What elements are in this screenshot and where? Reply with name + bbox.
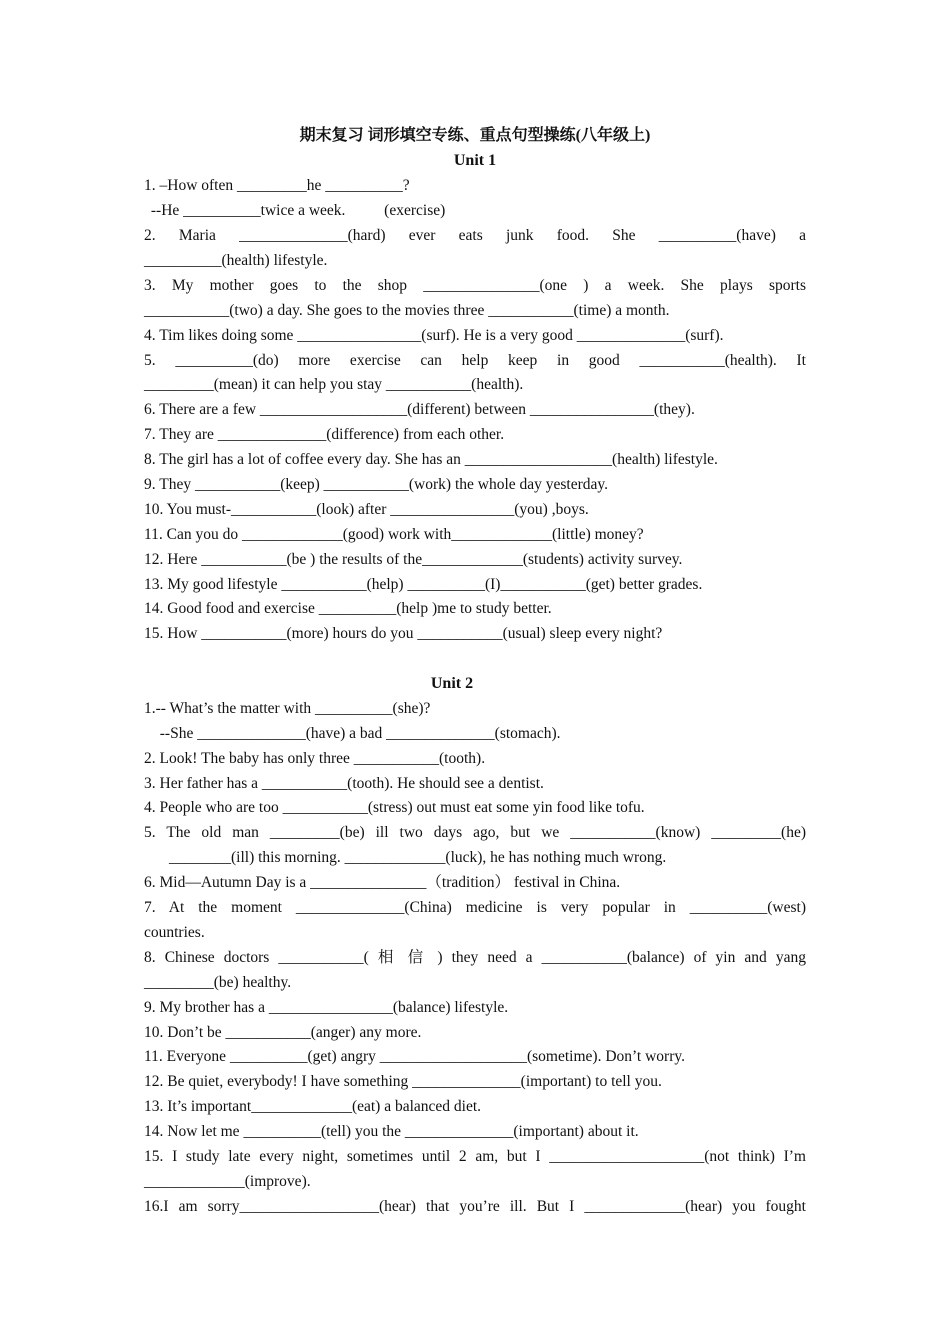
exercise-line: countries. bbox=[144, 924, 205, 941]
unit-1-heading: Unit 1 bbox=[453, 152, 497, 169]
exercise-line: 12. Here ___________(be ) the results of the_____________(students) activity survey. bbox=[144, 551, 683, 568]
exercise-line: 4. People who are too ___________(stress) out must eat some yin food like tofu. bbox=[144, 799, 645, 816]
exercise-line: 3. Her father has a ___________(tooth). He should see a dentist. bbox=[144, 775, 544, 792]
exercise-line: 13. It’s important_____________(eat) a balanced diet. bbox=[144, 1098, 482, 1115]
exercise-line: 5. __________(do) more exercise can help keep in good ___________(health). It bbox=[144, 352, 806, 369]
exercise-line: 11. Everyone __________(get) angry ___________________(sometime). Don’t worry. bbox=[144, 1048, 685, 1065]
exercise-line: _________(be) healthy. bbox=[144, 974, 292, 991]
exercise-line: 2. Look! The baby has only three ___________(tooth). bbox=[144, 750, 486, 767]
exercise-line: 10. You must-___________(look) after ________________(you) ,boys. bbox=[144, 501, 589, 518]
exercise-line: 11. Can you do _____________(good) work with_____________(little) money? bbox=[144, 526, 644, 543]
exercise-line: 15. How ___________(more) hours do you ___________(usual) sleep every night? bbox=[144, 625, 663, 642]
exercise-line: __________(health) lifestyle. bbox=[144, 252, 328, 269]
exercise-line: _____________(improve). bbox=[144, 1173, 311, 1190]
exercise-line: 5. The old man _________(be) ill two days ago, but we ___________(know) _________(he) bbox=[144, 824, 806, 841]
exercise-line: 8. The girl has a lot of coffee every day. She has an ___________________(health) lifestyle. bbox=[144, 451, 718, 468]
exercise-line: 14. Good food and exercise __________(help )me to study better. bbox=[144, 600, 552, 617]
exercise-line: 9. My brother has a ________________(balance) lifestyle. bbox=[144, 999, 509, 1016]
exercise-line: 14. Now let me __________(tell) you the ______________(important) about it. bbox=[144, 1123, 639, 1140]
exercise-line: 10. Don’t be ___________(anger) any more. bbox=[144, 1024, 422, 1041]
exercise-line: 6. Mid—Autumn Day is a _______________（tradition） festival in China. bbox=[144, 874, 621, 891]
exercise-line: 3. My mother goes to the shop _______________(one ) a week. She plays sports bbox=[144, 277, 806, 294]
exercise-line: --She ______________(have) a bad ______________(stomach). bbox=[152, 725, 561, 742]
exercise-line: ___________(two) a day. She goes to the movies three ___________(time) a month. bbox=[144, 302, 670, 319]
unit-2-heading: Unit 2 bbox=[430, 675, 474, 692]
exercise-line: 12. Be quiet, everybody! I have something ______________(important) to tell you. bbox=[144, 1073, 662, 1090]
exercise-line: 15. I study late every night, sometimes until 2 am, but I ____________________(not think) I’m bbox=[144, 1148, 806, 1165]
exercise-line: 8. Chinese doctors ___________( 相 信 ) they need a ___________(balance) of yin and yang bbox=[144, 949, 806, 966]
exercise-line: 2. Maria ______________(hard) ever eats junk food. She __________(have) a bbox=[144, 227, 806, 244]
exercise-line: ________(ill) this morning. _____________(luck), he has nothing much wrong. bbox=[169, 849, 667, 866]
exercise-line: 16.I am sorry__________________(hear) that you’re ill. But I _____________(hear) you fought bbox=[144, 1198, 806, 1215]
exercise-line: 1.-- What’s the matter with __________(she)? bbox=[144, 700, 431, 717]
page-title: 期末复习 词形填空专练、重点句型操练(八年级上) bbox=[299, 127, 651, 144]
exercise-line: _________(mean) it can help you stay ___________(health). bbox=[144, 376, 524, 393]
exercise-line: 6. There are a few ___________________(different) between ________________(they). bbox=[144, 401, 695, 418]
exercise-line: --He __________twice a week. (exercise) bbox=[147, 202, 446, 219]
exercise-line: 7. At the moment ______________(China) medicine is very popular in __________(west) bbox=[144, 899, 806, 916]
exercise-line: 9. They ___________(keep) ___________(work) the whole day yesterday. bbox=[144, 476, 609, 493]
exercise-line: 13. My good lifestyle ___________(help) __________(I)___________(get) better grades. bbox=[144, 576, 703, 593]
exercise-line: 4. Tim likes doing some ________________(surf). He is a very good ______________(surf). bbox=[144, 327, 724, 344]
exercise-line: 7. They are ______________(difference) from each other. bbox=[144, 426, 505, 443]
exercise-line: 1. –How often _________he __________? bbox=[144, 177, 410, 194]
